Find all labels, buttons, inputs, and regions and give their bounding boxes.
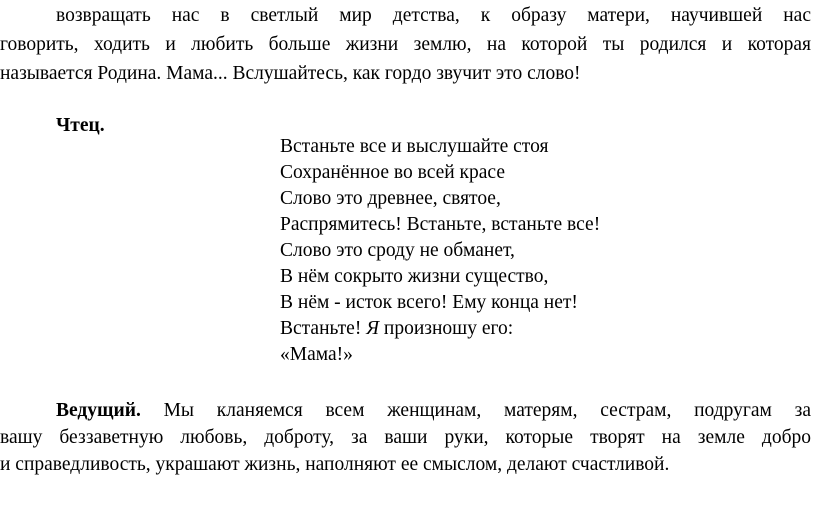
poem-line-4: Распрямитесь! Встаньте, встаньте все!	[280, 214, 601, 235]
poem-line-8-start: Встаньте!	[280, 318, 367, 339]
poem-final-line: «Мама!»	[280, 344, 353, 365]
host-line-1	[56, 398, 811, 424]
poem-line-1: Встаньте все и выслушайте стоя	[280, 136, 549, 157]
poem-line-7: В нём - исток всего! Ему конца нет!	[280, 292, 578, 313]
reader-speaker: Чтец.	[56, 115, 105, 136]
host-line-1-text: Мы кланяемся всем женщинам, матерям, сестрам, подругам за	[140, 400, 811, 421]
intro-line-1: возвращать нас в светлый мир детства, к образу матери, научившей нас	[56, 5, 811, 26]
poem-line-2: Сохранённое во всей красе	[280, 162, 505, 183]
poem-line-8-end: произношу его:	[379, 318, 514, 339]
intro-line-2: говорить, ходить и любить больше жизни землю, на которой ты родился и которая	[0, 34, 811, 55]
poem-line-8-italic: Я	[366, 318, 380, 339]
poem-line-8	[280, 316, 513, 342]
poem-line-5: Слово это сроду не обманет,	[280, 240, 515, 261]
host-speaker: Ведущий.	[56, 400, 141, 421]
poem-line-3: Слово это древнее, святое,	[280, 188, 501, 209]
host-line-2: вашу беззаветную любовь, доброту, за ваши руки, которые творят на земле добро	[0, 427, 811, 448]
poem-line-6: В нём сокрыто жизни существо,	[280, 266, 549, 287]
host-line-3: и справедливость, украшают жизнь, наполняют ее смыслом, делают счастливой.	[0, 454, 670, 475]
intro-line-3: называется Родина. Мама... Вслушайтесь, как гордо звучит это слово!	[0, 63, 581, 84]
